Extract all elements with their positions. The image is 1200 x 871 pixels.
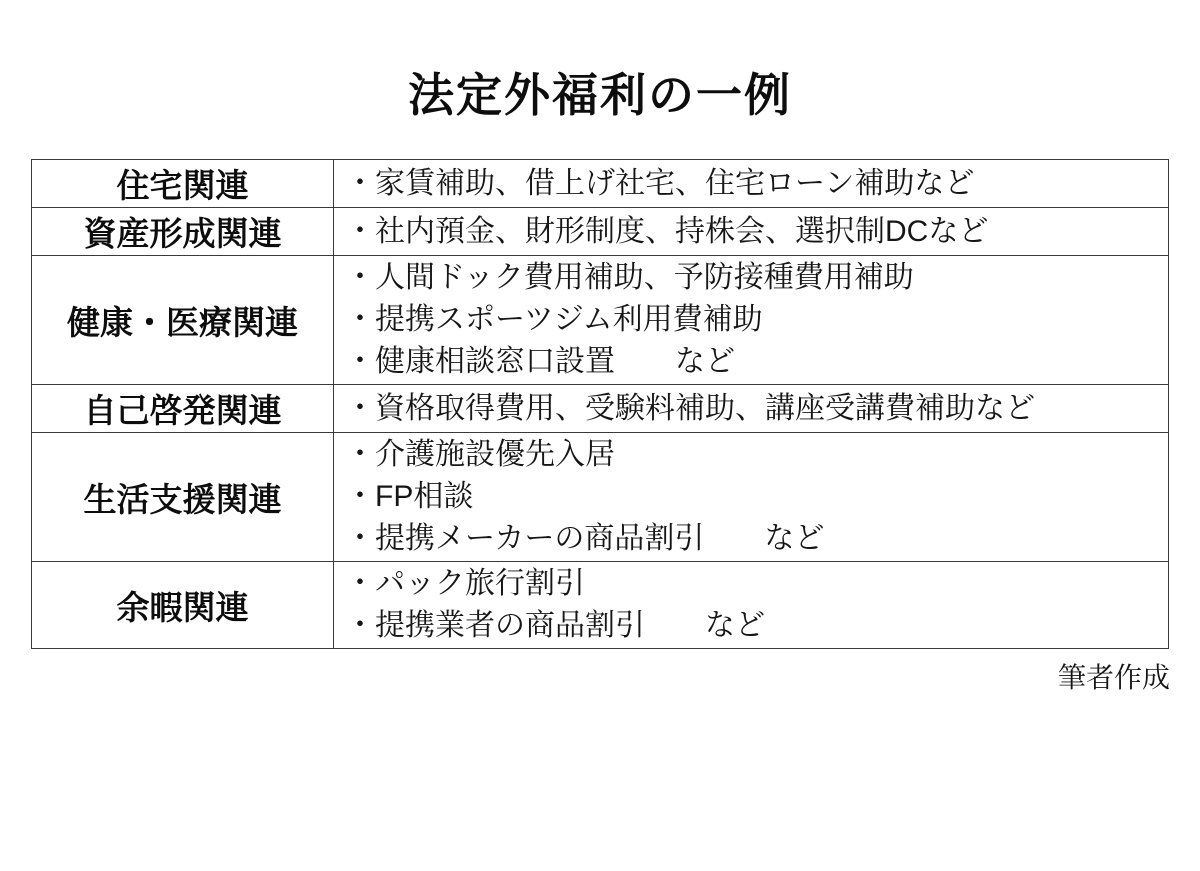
category-cell: 資産形成関連 <box>32 208 334 256</box>
table-row-asset-building <box>32 208 1169 256</box>
table-row-self-development <box>32 385 1169 433</box>
item-line: ・社内預金、財形制度、持株会、選択制DCなど <box>345 214 989 248</box>
table-row-housing <box>32 160 1169 208</box>
items-cell <box>334 208 1169 256</box>
items-cell <box>334 433 1169 562</box>
item-line: ・健康相談窓口設置 など <box>345 345 735 378</box>
category-cell: 余暇関連 <box>32 562 334 649</box>
items-cell <box>334 562 1169 649</box>
category-cell: 健康・医療関連 <box>32 256 334 385</box>
items-cell <box>334 160 1169 208</box>
category-cell: 住宅関連 <box>32 160 334 208</box>
table-row-leisure <box>32 562 1169 649</box>
items-cell <box>334 385 1169 433</box>
category-cell: 自己啓発関連 <box>32 385 334 433</box>
table-row-health-medical <box>32 256 1169 385</box>
page <box>0 69 1200 871</box>
item-line: ・提携スポーツジム利用費補助 <box>345 303 763 336</box>
category-cell: 生活支援関連 <box>32 433 334 562</box>
item-line: ・介護施設優先入居 <box>345 438 615 471</box>
items-cell <box>334 256 1169 385</box>
table-row-life-support <box>32 433 1169 562</box>
item-line: ・資格取得費用、受験料補助、講座受講費補助など <box>345 391 1035 425</box>
benefits-table <box>31 159 1169 649</box>
item-line: ・人間ドック費用補助、予防接種費用補助 <box>345 261 914 294</box>
item-line: ・家賃補助、借上げ社宅、住宅ローン補助など <box>345 166 975 200</box>
item-line: ・FP相談 <box>345 480 474 513</box>
credit-text: 筆者作成 <box>1057 662 1170 693</box>
item-line: ・提携業者の商品割引 など <box>345 609 765 642</box>
item-line: ・提携メーカーの商品割引 など <box>345 522 825 555</box>
page-title: 法定外福利の一例 <box>408 69 792 121</box>
item-line: ・パック旅行割引 <box>345 567 585 600</box>
